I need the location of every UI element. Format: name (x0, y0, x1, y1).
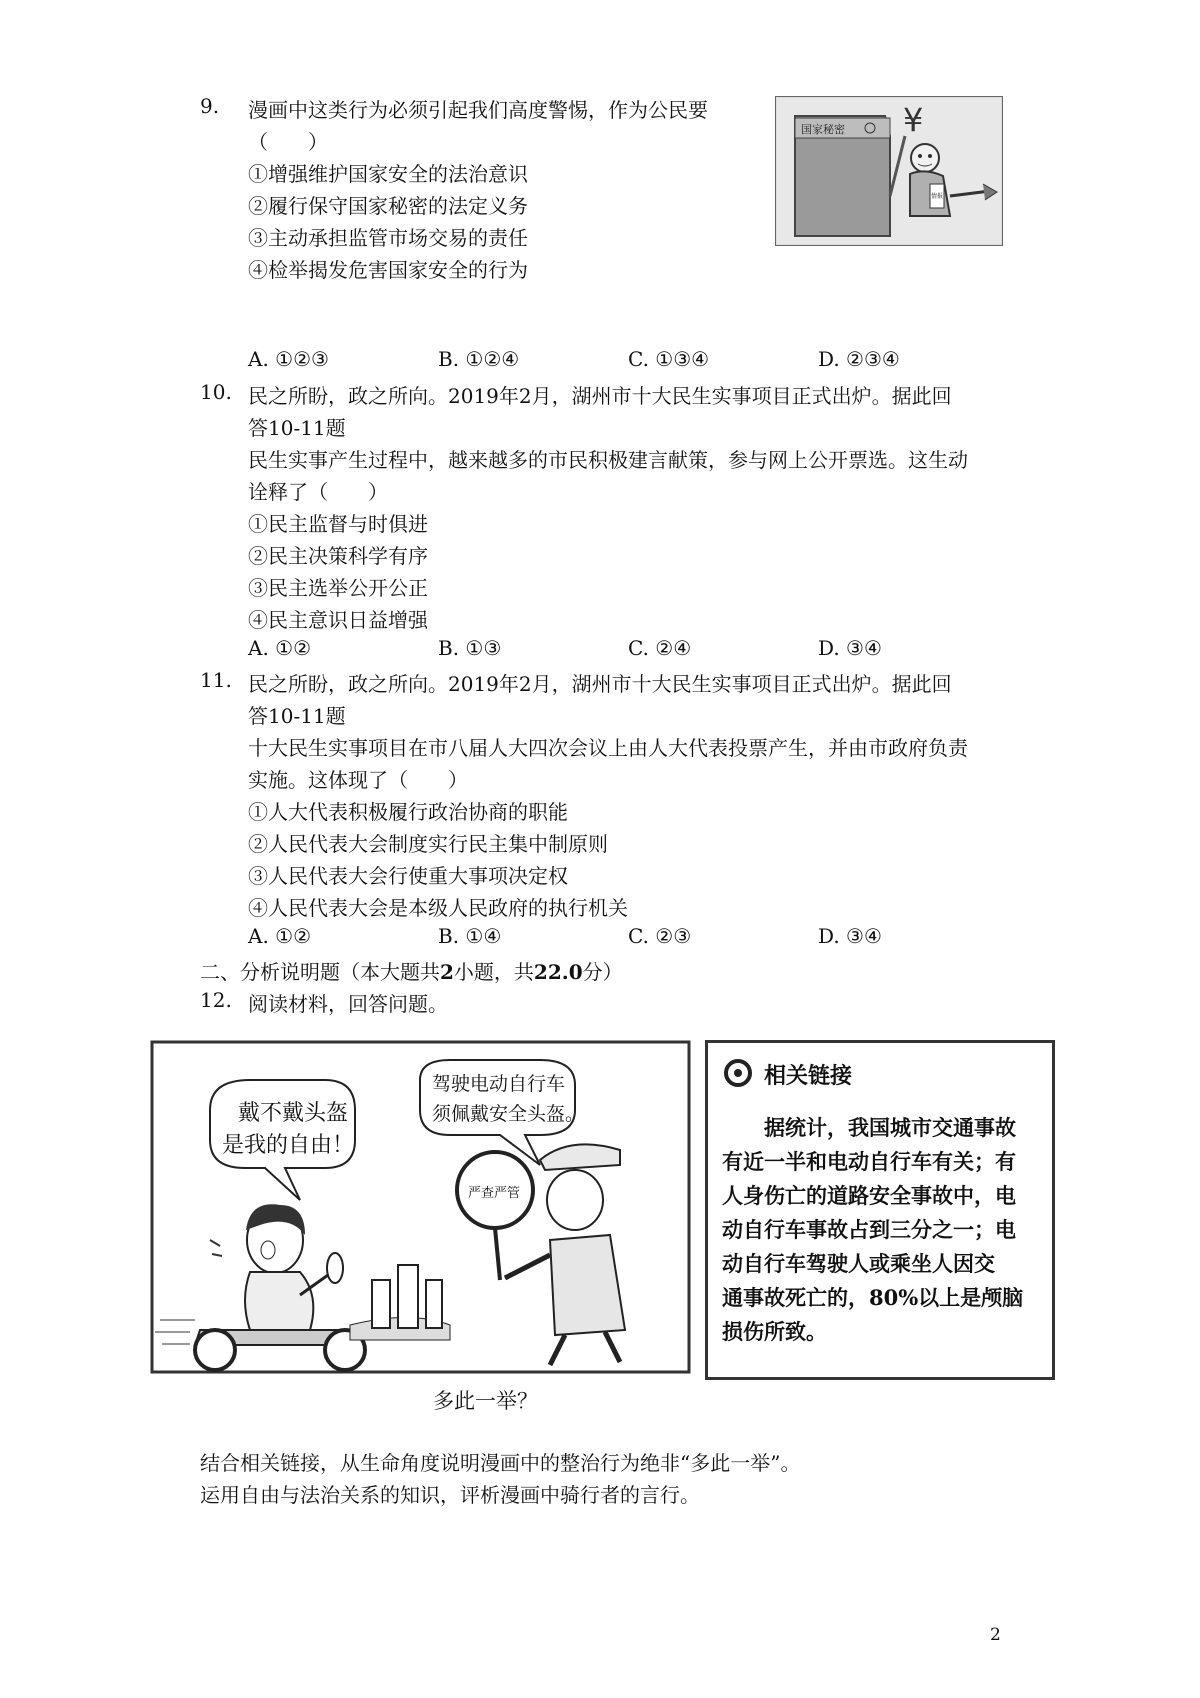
q10-stem-line2: 诠释了（ ） (248, 480, 388, 504)
related-link-line: 损伤所致。 (722, 1319, 827, 1344)
q9-paper-label: 情报 (931, 193, 944, 200)
related-link-line: 通事故死亡的，80%以上是颅脑 (722, 1285, 1024, 1310)
q9-option-d[interactable]: D. ②③④ (818, 347, 900, 371)
q10-intro-line2: 答10-11题 (248, 416, 346, 440)
section2-title-post: 分） (582, 960, 623, 984)
q11-option-c[interactable]: C. ②③ (628, 924, 692, 948)
q9-paren: （ ） (248, 130, 328, 154)
q10-option-a[interactable]: A. ①② (248, 636, 312, 660)
q9-yuan-symbol: ¥ (903, 101, 924, 139)
q9-option-b[interactable]: B. ①②④ (438, 347, 520, 371)
q11-option-d[interactable]: D. ③④ (818, 924, 882, 948)
q10-option-b[interactable]: B. ①③ (438, 636, 502, 660)
q10-item-3: ③民主选举公开公正 (248, 576, 428, 600)
page-number: 2 (990, 1625, 1001, 1645)
q11-intro-line2: 答10-11题 (248, 704, 346, 728)
q11-item-1: ①人大代表积极履行政治协商的职能 (248, 800, 568, 824)
q9-option-c[interactable]: C. ①③④ (628, 347, 710, 371)
related-link-body (722, 1111, 1023, 1349)
q11-number: 11. (200, 668, 232, 692)
q9-options (248, 347, 948, 377)
q12-question-1: 结合相关链接，从生命角度说明漫画中的整治行为绝非“多此一举”。 (200, 1451, 801, 1475)
section2-title-pre: 二、分析说明题（本大题共 (200, 960, 440, 984)
q10-number: 10. (200, 380, 232, 404)
q10-options (248, 636, 948, 666)
police-sign-text: 严查严管 (468, 1186, 521, 1201)
related-link-line: 动自行车事故占到三分之一；电 (722, 1217, 1016, 1242)
related-link-panel (705, 1040, 1055, 1380)
q9-cartoon-image (775, 96, 1003, 246)
q11-item-3: ③人民代表大会行使重大事项决定权 (248, 864, 568, 888)
q9-item-2: ②履行保守国家秘密的法定义务 (248, 194, 528, 218)
q9-option-a[interactable]: A. ①②③ (248, 347, 329, 371)
rider-bubble-line2: 是我的自由！ (222, 1133, 355, 1158)
q11-option-b[interactable]: B. ①④ (438, 924, 502, 948)
police-bubble-line2: 须佩戴安全头盔。 (432, 1103, 585, 1125)
q10-stem-line1: 民生实事产生过程中，越来越多的市民积极建言献策，参与网上公开票选。这生动 (248, 448, 968, 472)
q9-folder-label: 国家秘密 (801, 123, 845, 136)
q11-option-a[interactable]: A. ①② (248, 924, 312, 948)
q9-item-1: ①增强维护国家安全的法治意识 (248, 162, 528, 186)
q11-item-2: ②人民代表大会制度实行民主集中制原则 (248, 832, 608, 856)
q12-number: 12. (200, 988, 232, 1012)
comic-caption: 多此一举？ (433, 1389, 538, 1413)
q11-stem-line2: 实施。这体现了（ ） (248, 768, 468, 792)
police-bubble-line1: 驾驶电动自行车 (432, 1073, 566, 1095)
q10-option-d[interactable]: D. ③④ (818, 636, 882, 660)
q10-item-2: ②民主决策科学有序 (248, 544, 428, 568)
q10-option-c[interactable]: C. ②④ (628, 636, 692, 660)
related-link-line: 人身伤亡的道路安全事故中，电 (722, 1183, 1016, 1208)
related-link-line: 动自行车驾驶人或乘坐人因交 (722, 1251, 995, 1276)
section2-title (200, 956, 623, 985)
section2-title-count: 2 (440, 960, 454, 984)
q10-item-1: ①民主监督与时俱进 (248, 512, 428, 536)
q9-item-4: ④检举揭发危害国家安全的行为 (248, 258, 528, 282)
related-link-line: 有近一半和电动自行车有关；有 (722, 1149, 1016, 1174)
rider-bubble-line1: 戴不戴头盔 (238, 1101, 349, 1126)
q10-item-4: ④民主意识日益增强 (248, 608, 428, 632)
related-link-title: 相关链接 (764, 1064, 853, 1089)
q12-stem: 阅读材料，回答问题。 (248, 992, 448, 1016)
q12-comic-panel (150, 1040, 695, 1380)
circle-icon (724, 1059, 752, 1087)
q9-number: 9. (200, 94, 220, 118)
q12-question-2: 运用自由与法治关系的知识，评析漫画中骑行者的言行。 (200, 1483, 700, 1507)
q11-stem-line1: 十大民生实事项目在市八届人大四次会议上由人大代表投票产生，并由市政府负责 (248, 736, 968, 760)
q11-options (248, 924, 948, 954)
related-link-line: 据统计，我国城市交通事故 (764, 1115, 1016, 1140)
section2-title-mid: 小题，共 (453, 960, 534, 984)
q9-stem: 漫画中这类行为必须引起我们高度警惕，作为公民要 (248, 98, 708, 122)
q11-intro-line1: 民之所盼，政之所向。2019年2月，湖州市十大民生实事项目正式出炉。据此回 (248, 672, 952, 696)
section2-title-score: 22.0 (533, 960, 583, 984)
q9-item-3: ③主动承担监管市场交易的责任 (248, 226, 528, 250)
q11-item-4: ④人民代表大会是本级人民政府的执行机关 (248, 896, 628, 920)
q10-intro-line1: 民之所盼，政之所向。2019年2月，湖州市十大民生实事项目正式出炉。据此回 (248, 384, 952, 408)
